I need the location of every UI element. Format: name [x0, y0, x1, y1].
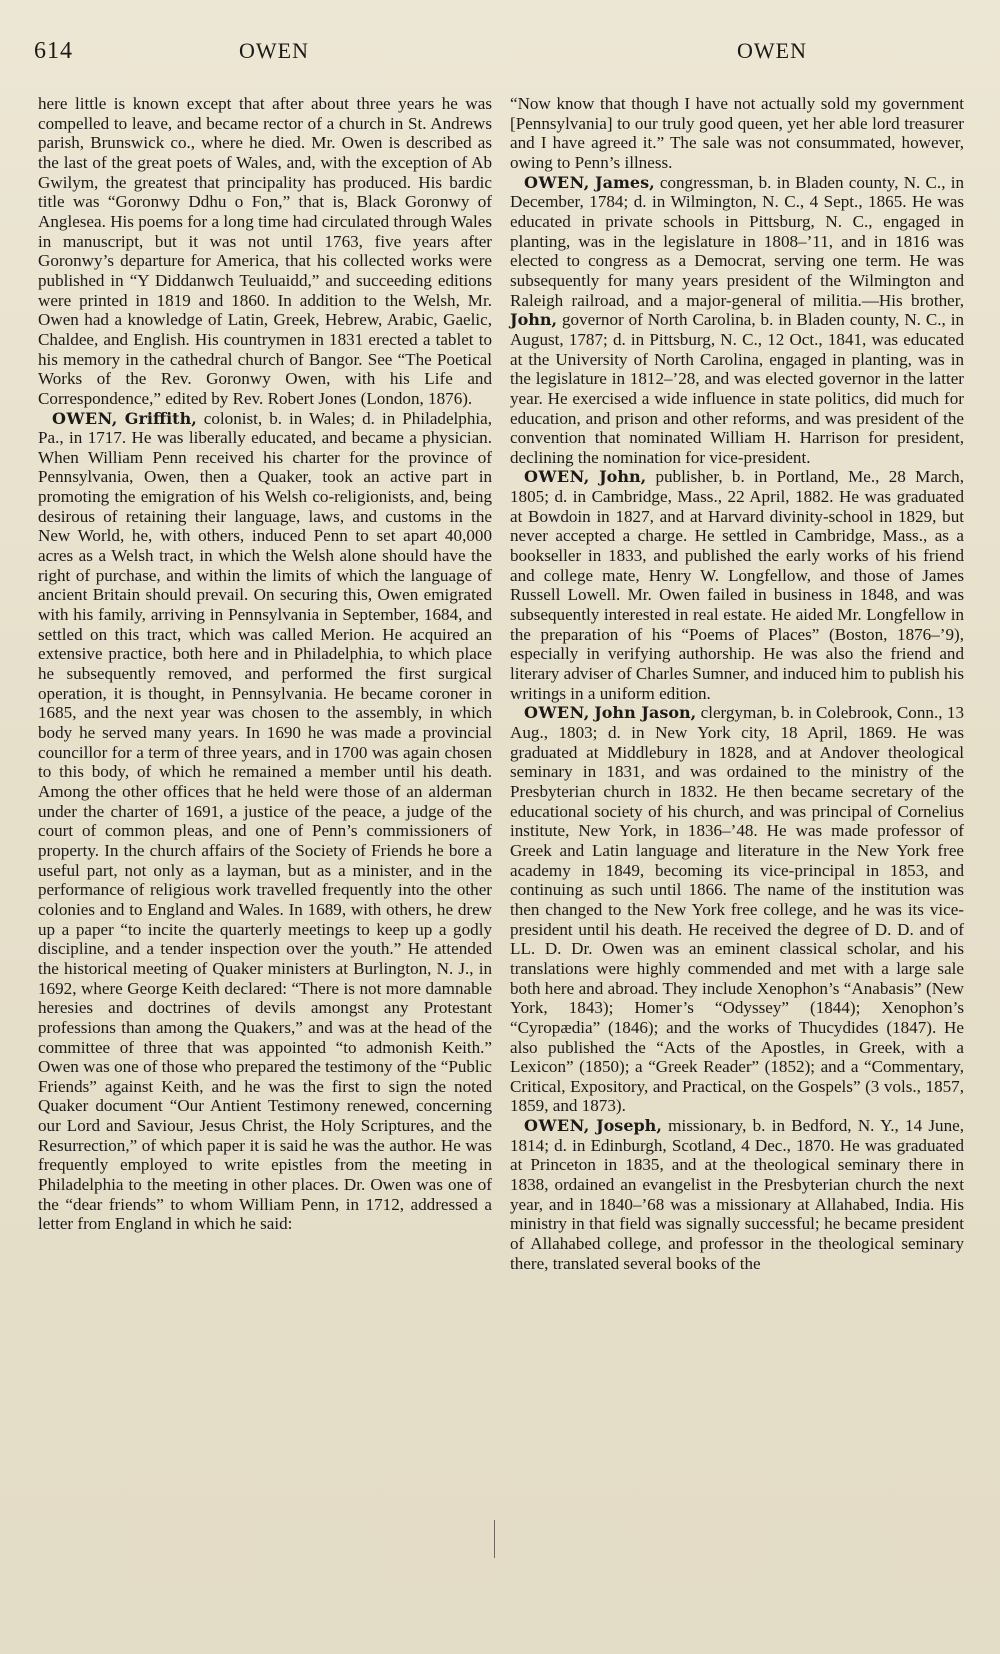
entry-owen-james: [510, 173, 964, 468]
entry-owen-joseph: [510, 1116, 964, 1273]
entry-given-name: James,: [595, 172, 655, 192]
entry-given-name: Joseph,: [596, 1116, 662, 1136]
entry-text: missionary, b. in Bedford, N. Y., 14 June, 1814; d. in Edinburgh, Scotland, 4 Dec., 1870. He was graduated at Princeton in 1835, and at the theological seminary there in 1838, ordained an evangelist in the Presbyterian church the next year, and in 1840–’68 was a missionary at Allahabed, India. His ministry in that field was signally successful; he became president of Allahabed college, and professor in the theological seminary there, translated several books of the: [510, 1116, 964, 1273]
entry-headword: OWEN,: [524, 1116, 590, 1136]
right-column: [510, 94, 964, 1273]
entry-given-name: John Jason,: [594, 703, 697, 723]
entry-given-name: John,: [599, 467, 647, 487]
entry-text: colonist, b. in Wales; d. in Philadelphia, Pa., in 1717. He was liberally educated, and became a physician. When William Penn received his charter for the province of Pennsylvania, Owen, then a Quaker, took an active part in promoting the emigration of his Welsh co-religionists, and, being desirous of retaining their language, laws, and customs in the New World, he, with others, induced Penn to set apart 40,000 acres as a Welsh tract, in which the Welsh alone should have the right of purchase, and within the limits of which the language of ancient Britain should prevail. On securing this, Owen emigrated with his family, arriving in Pennsylvania in September, 1684, and settled on this tract, which was called Merion. He acquired an extensive practice, both here and in Philadelphia, to which place he subsequently removed, and performed the first surgical operation, it is thought, in Pennsylvania. He became coroner in 1685, and the next year was chosen to the assembly, in which body he served many years. In 1690 he was made a provincial councillor for a term of three years, and in 1700 was again chosen to this body, of which he remained a member until his death. Among the other offices that he held were those of an alderman under the charter of 1691, a justice of the peace, a judge of the court of common pleas, and one of Penn’s commissioners of property. In the church affairs of the Society of Friends he bore a useful part, not only as a layman, but as a minister, and in the performance of religious work travelled frequently into the other colonies and to England and Wales. In 1689, with others, he drew up a paper “to incite the quarterly meetings to keep up a godly discipline, and a tender inspection over the youth.” He attended the historical meeting of Quaker ministers at Burlington, N. J., in 1692, where George Keith declared: “There is not more damnable heresies and doctrines of devils amongst any Protestant professions than among the Quakers,” and was at the head of the committee of three that was appointed “to admonish Keith.” Owen was one of those who prepared the testimony of the “Public Friends” against Keith, and he was the first to sign the noted Quaker document “Our Antient Testimony renewed, concerning our Lord and Saviour, Jesus Christ, the Holy Scriptures, and the Resurrection,” of which paper it is said he was the author. He was frequently employed to write epistles from the meeting in Philadelphia to the meeting in other places. Dr. Owen was one of the “dear friends” to whom William Penn, in 1712, addressed a letter from England in which he said:: [38, 408, 492, 1234]
column-divider: [494, 1520, 495, 1558]
entry-owen-john-jason: [510, 703, 964, 1116]
left-column: [38, 94, 492, 1234]
running-head-left: OWEN: [239, 38, 309, 63]
sub-entry-text: governor of North Carolina, b. in Bladen county, N. C., in August, 1787; d. in Pittsburg, N. C., 12 Oct., 1841, was educated at the University of North Carolina, engaged in planting, was in the legislature in 1812–’28, and was elected governor in the latter year. He exercised a wide influence in state politics, did much for education, and prison and other reforms, and was president of the convention that nominated William H. Harrison for president, declining the nomination for vice-president.: [510, 310, 964, 467]
continued-quote-text: “Now know that though I have not actually sold my government [Pennsylvania] to our truly good queen, yet her able lord treasurer and I have agreed it.” The sale was not consummated, however, owing to Penn’s illness.: [510, 94, 964, 172]
entry-text: publisher, b. in Portland, Me., 28 March, 1805; d. in Cambridge, Mass., 22 April, 1882. He was graduated at Bowdoin in 1827, and at Harvard divinity-school in 1829, but never accepted a charge. He settled in Cambridge, Mass., as a bookseller in 1833, and published the early works of his friend and college mate, Henry W. Longfellow, and those of James Russell Lowell. Mr. Owen failed in business in 1848, and was subsequently interested in real estate. He aided Mr. Longfellow in the preparation of his “Poems of Places” (Boston, 1876–’9), especially in verifying authorship. He was also the friend and literary adviser of Charles Sumner, and induced him to publish his writings in a uniform edition.: [510, 467, 964, 703]
running-head: [34, 38, 966, 68]
continued-entry-text: here little is known except that after about three years he was compelled to leave, and became rector of a church in St. Andrews parish, Brunswick co., where he died. Mr. Owen is described as the last of the great poets of Wales, and, with the exception of Ab Gwilym, the greatest that principality has produced. His bardic title was “Goronwy Ddhu o Fon,” that is, Black Goronwy of Anglesea. His poems for a long time had circulated through Wales in manuscript, but it was not until 1763, five years after Goronwy’s departure for America, that his collected works were published in “Y Diddanwch Teuluaidd,” and succeeding editions were printed in 1819 and 1860. In addition to the Welsh, Mr. Owen had a knowledge of Latin, Greek, Hebrew, Arabic, Gaelic, Chaldee, and English. His countrymen in 1831 erected a tablet to his memory in the cathedral church of Bangor. See “The Poetical Works of the Rev. Goronwy Owen, with his Life and Correspondence,” edited by Rev. Robert Jones (London, 1876).: [38, 94, 492, 408]
entry-headword: OWEN,: [524, 467, 590, 487]
page-number: 614: [34, 38, 73, 64]
entry-text: congressman, b. in Bladen county, N. C., in December, 1784; d. in Wilmington, N. C., 4 Sept., 1865. He was educated in private schools in Pittsburg, N. C., engaged in planting, was in the legislature in 1808–’11, and in 1816 was elected to congress as a Democrat, serving one term. He was subsequently for many years president of the Wilmington and Raleigh railroad, and a major-general of militia.—His brother,: [510, 172, 964, 310]
entry-given-name: Griffith,: [124, 408, 197, 428]
entry-text: clergyman, b. in Colebrook, Conn., 13 Aug., 1803; d. in New York city, 18 April, 1869. He was graduated at Middlebury in 1828, and at Andover theological seminary in 1831, and was ordained to the ministry of the Presbyterian church in 1832. He then became secretary of the educational society of his church, and was principal of Cornelius institute, New York, in 1836–’48. He was made professor of Greek and Latin language and literature in the New York free academy in 1849, becoming its vice-principal in 1853, and continuing as such until 1866. The name of the institution was then changed to the New York free college, and he was its vice-president until his death. He received the degree of D. D. and of LL. D. Dr. Owen was an eminent classical scholar, and his translations were highly commended and met with a large sale both here and abroad. They include Xenophon’s “Anabasis” (New York, 1843); Homer’s “Odyssey” (1844); Xenophon’s “Cyropædia” (1846); and the works of Thucydides (1847). He also published the “Acts of the Apostles, in Greek, with a Lexicon” (1850); a “Greek Reader” (1852); and a “Commentary, Critical, Expository, and Practical, on the Gospels” (3 vols., 1857, 1859, and 1873).: [510, 703, 964, 1116]
sub-entry-name: John,: [510, 310, 558, 330]
entry-headword: OWEN,: [524, 703, 590, 723]
entry-headword: OWEN,: [524, 172, 590, 192]
running-head-right: OWEN: [737, 38, 807, 63]
entry-owen-griffith: [38, 409, 492, 1235]
entry-owen-john: [510, 467, 964, 703]
entry-headword: OWEN,: [52, 408, 118, 428]
